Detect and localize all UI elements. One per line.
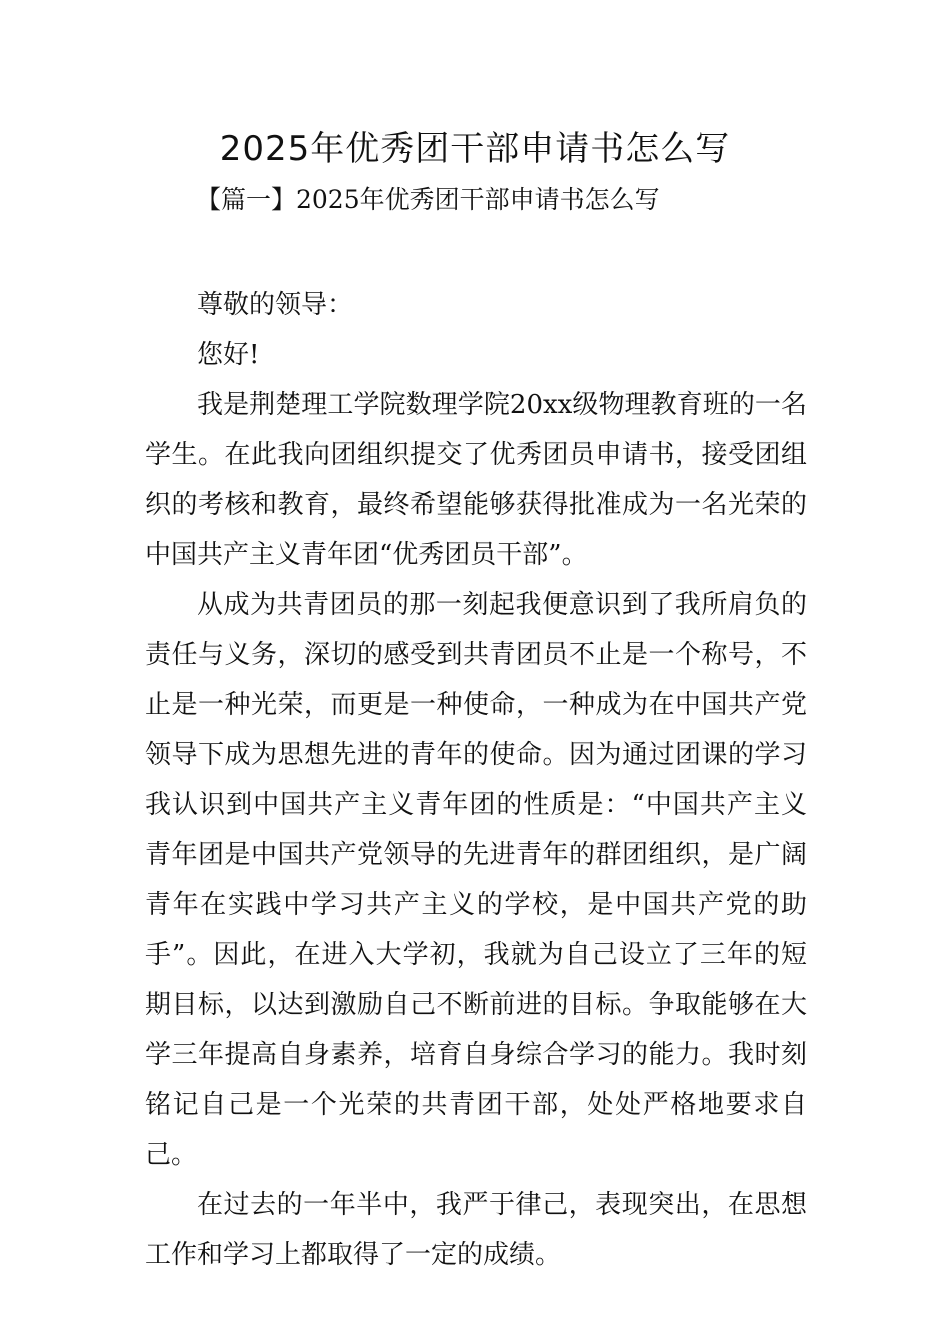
greeting-paragraph: 您好! bbox=[197, 340, 260, 370]
document-body bbox=[145, 280, 807, 1280]
body-paragraph-introduction: 我是荆楚理工学院数理学院20xx级物理教育班的一名学生。在此我向团组织提交了优秀团员申请书，接受团组织的考核和教育，最终希望能够获得批准成为一名光荣的中国共产主义青年团“优秀团员干部”。 bbox=[145, 390, 807, 570]
body-paragraph-responsibility: 从成为共青团员的那一刻起我便意识到了我所肩负的责任与义务，深切的感受到共青团员不止是一个称号，不止是一种光荣，而更是一种使命，一种成为在中国共产党领导下成为思想先进的青年的使命。因为通过团课的学习我认识到中国共产主义青年团的性质是：“中国共产主义青年团是中国共产党领导的先进青年的群团组织，是广阔青年在实践中学习共产主义的学校，是中国共产党的助手”。因此，在进入大学初，我就为自己设立了三年的短期目标，以达到激励自己不断前进的目标。争取能够在大学三年提高自身素养，培育自身综合学习的能力。我时刻铭记自己是一个光荣的共青团干部，处处严格地要求自己。 bbox=[145, 590, 807, 1170]
body-paragraph-achievements: 在过去的一年半中，我严于律己，表现突出，在思想工作和学习上都取得了一定的成绩。 bbox=[145, 1190, 807, 1270]
document-subtitle: 【篇一】2025年优秀团干部申请书怎么写 bbox=[196, 185, 660, 214]
document-title: 2025年优秀团干部申请书怎么写 bbox=[219, 129, 731, 169]
salutation-paragraph: 尊敬的领导： bbox=[197, 290, 354, 320]
